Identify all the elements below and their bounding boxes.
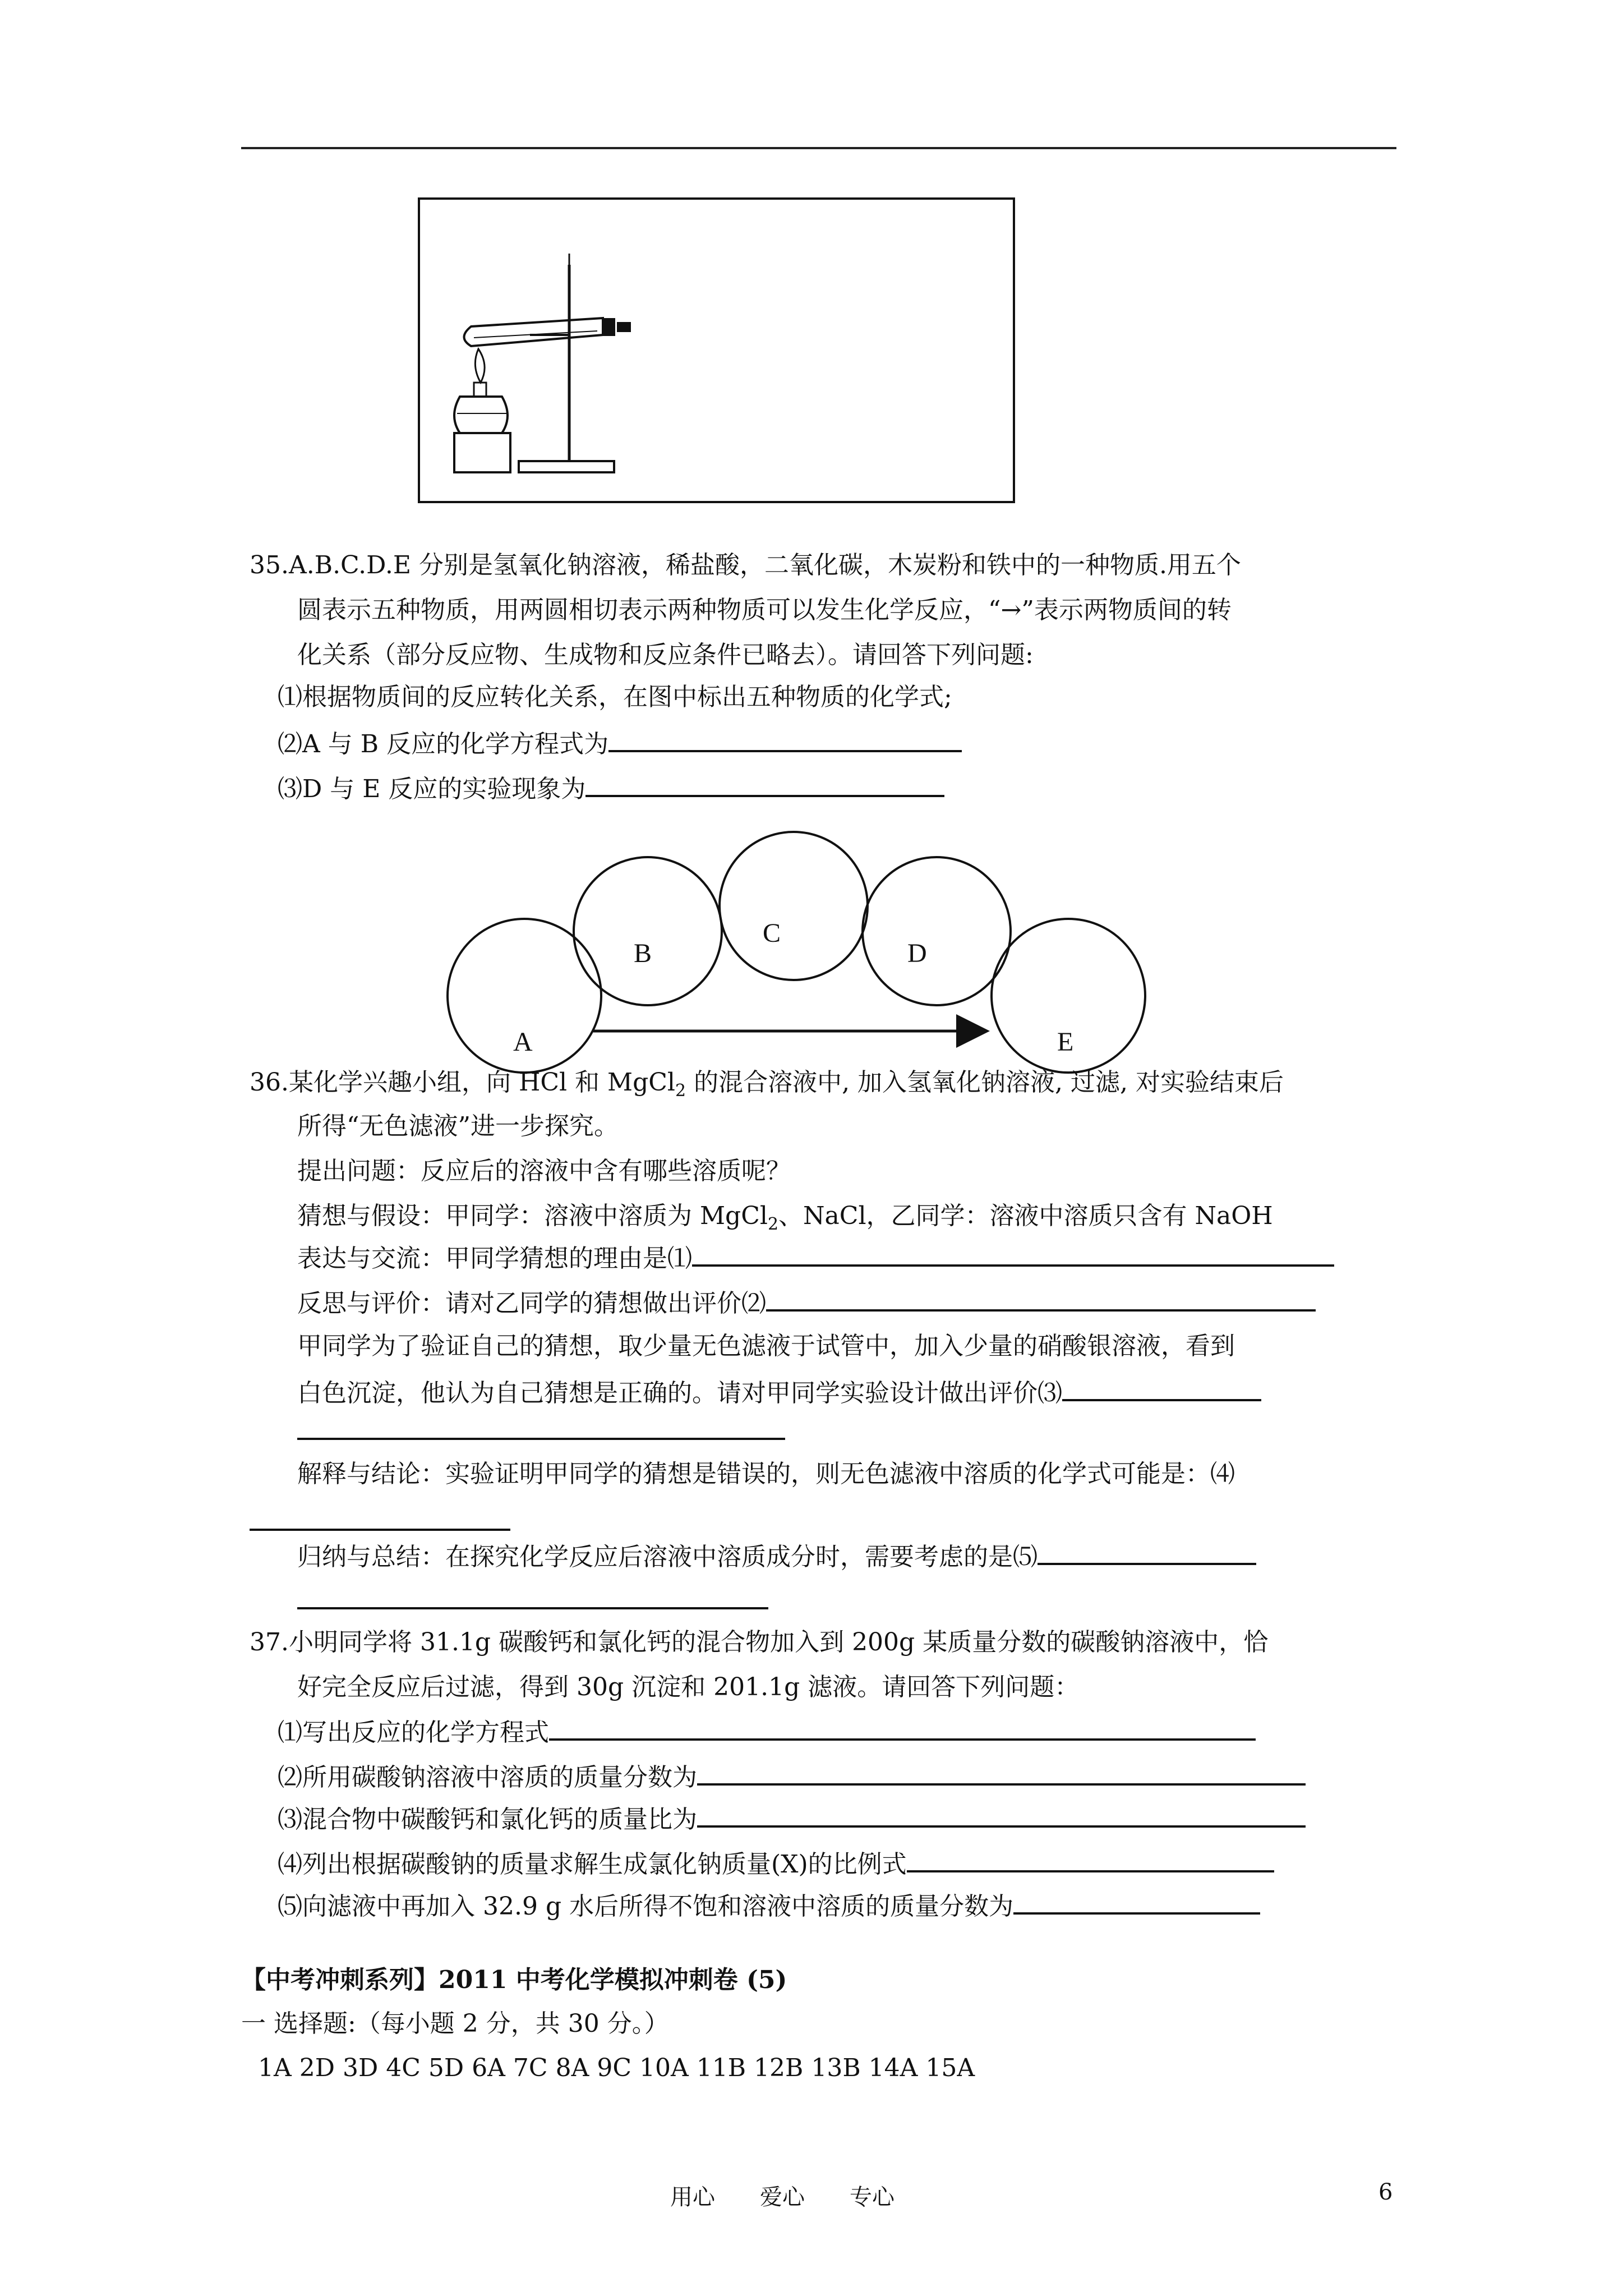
q36-line-1-b: 的混合溶液中, 加入氢氧化钠溶液, 过滤, 对实验结束后 xyxy=(686,1068,1284,1097)
q35-line-2: 圆表示五种物质，用两圆相切表示两种物质可以发生化学反应，“→”表示两物质间的转 xyxy=(297,596,1232,624)
q36-line-4-sub: 2 xyxy=(767,1214,779,1234)
page-number: 6 xyxy=(1378,2179,1393,2205)
q36-line-1-sub: 2 xyxy=(675,1081,686,1101)
q37-sub-2 xyxy=(278,1759,1306,1795)
circle-c xyxy=(720,832,868,980)
circle-b xyxy=(574,857,722,1005)
q37-sub-3 xyxy=(278,1801,1306,1837)
label-c: C xyxy=(763,918,781,948)
q36-answer-blank-5-continued[interactable] xyxy=(297,1607,768,1609)
q35-sub-2 xyxy=(278,725,962,761)
q35-sub-3 xyxy=(278,770,944,806)
q37-line-2: 好完全反应后过滤，得到 30g 沉淀和 201.1g 滤液。请回答下列问题： xyxy=(297,1673,1080,1701)
q35-sub-1: ⑴根据物质间的反应转化关系，在图中标出五种物质的化学式; xyxy=(278,683,952,711)
q36-line-10 xyxy=(297,1538,1256,1574)
q36-line-5 xyxy=(297,1240,1334,1276)
q36-line-6 xyxy=(297,1285,1316,1320)
q36-line-4-a: 猜想与假设：甲同学：溶液中溶质为 MgCl xyxy=(297,1202,768,1230)
q35-line-3: 化关系（部分反应物、生成物和反应条件已略去）。请回答下列问题: xyxy=(297,641,1034,669)
q36-answer-blank-2[interactable] xyxy=(766,1285,1316,1312)
q37-answer-blank-3[interactable] xyxy=(697,1801,1306,1828)
answer-key-title: 【中考冲刺系列】2011 中考化学模拟冲刺卷 (5) xyxy=(241,1966,787,1994)
label-a: A xyxy=(513,1027,533,1057)
circle-diagram xyxy=(437,822,1150,1074)
q35-line-1: 35.A.B.C.D.E 分别是氢氧化钠溶液，稀盐酸，二氧化碳，木炭粉和铁中的一种物质.用五个 xyxy=(250,551,1241,579)
q36-answer-blank-3-continued[interactable] xyxy=(297,1438,785,1440)
label-d: D xyxy=(907,938,927,968)
q37-sub-1 xyxy=(278,1714,1256,1750)
label-b: B xyxy=(634,938,652,968)
q36-line-5-text: 表达与交流：甲同学猜想的理由是⑴ xyxy=(297,1244,692,1273)
q36-line-1-a: 36.某化学兴趣小组，向 HCl 和 MgCl xyxy=(250,1068,675,1097)
q37-answer-blank-1[interactable] xyxy=(549,1714,1256,1741)
q35-sub-2-text: ⑵A 与 B 反应的化学方程式为 xyxy=(278,730,609,758)
q37-answer-blank-4[interactable] xyxy=(907,1846,1274,1872)
answer-key-section: 一 选择题:（每小题 2 分，共 30 分。） xyxy=(241,2009,669,2038)
q37-sub-1-text: ⑴写出反应的化学方程式 xyxy=(278,1718,549,1747)
q37-sub-2-text: ⑵所用碳酸钠溶液中溶质的质量分数为 xyxy=(278,1763,697,1792)
q36-line-3: 提出问题：反应后的溶液中含有哪些溶质呢？ xyxy=(297,1157,791,1185)
q36-answer-blank-4[interactable] xyxy=(250,1529,510,1531)
q35-answer-blank-2[interactable] xyxy=(608,725,962,752)
q36-line-4-b: 、NaCl，乙同学：溶液中溶质只含有 NaOH xyxy=(778,1202,1273,1230)
q37-sub-4 xyxy=(278,1846,1274,1881)
q36-line-10-text: 归纳与总结：在探究化学反应后溶液中溶质成分时，需要考虑的是⑸ xyxy=(297,1543,1038,1571)
q36-line-7: 甲同学为了验证自己的猜想，取少量无色滤液于试管中，加入少量的硝酸银溶液，看到 xyxy=(297,1332,1235,1360)
footer-motto: 用心 爱心 专心 xyxy=(670,2184,895,2210)
q37-sub-5 xyxy=(278,1888,1260,1924)
q35-sub-3-text: ⑶D 与 E 反应的实验现象为 xyxy=(278,775,586,803)
q36-answer-blank-1[interactable] xyxy=(692,1240,1334,1267)
answer-key-list: 1A 2D 3D 4C 5D 6A 7C 8A 9C 10A 11B 12B 13B 14A 15A xyxy=(258,2054,975,2082)
q36-line-1 xyxy=(250,1066,1284,1108)
q37-sub-5-text: ⑸向滤液中再加入 32.9 g 水后所得不饱和溶液中溶质的质量分数为 xyxy=(278,1892,1014,1921)
q36-line-8 xyxy=(297,1374,1261,1410)
q36-line-9: 解释与结论：实验证明甲同学的猜想是错误的，则无色滤液中溶质的化学式可能是：⑷ xyxy=(297,1460,1235,1488)
q36-line-4 xyxy=(297,1199,1273,1241)
q36-answer-blank-5[interactable] xyxy=(1038,1538,1256,1565)
label-e: E xyxy=(1057,1027,1074,1057)
q36-answer-blank-3[interactable] xyxy=(1062,1374,1261,1401)
apparatus-figure xyxy=(418,197,1015,503)
q37-sub-3-text: ⑶混合物中碳酸钙和氯化钙的质量比为 xyxy=(278,1805,697,1834)
q37-sub-4-text: ⑷列出根据碳酸钠的质量求解生成氯化钠质量(X)的比例式 xyxy=(278,1850,907,1879)
q37-answer-blank-2[interactable] xyxy=(697,1759,1306,1786)
circle-d xyxy=(863,857,1011,1005)
q36-line-2: 所得“无色滤液”进一步探究。 xyxy=(297,1112,619,1140)
q37-answer-blank-5[interactable] xyxy=(1013,1888,1260,1915)
q36-line-8-text: 白色沉淀，他认为自己猜想是正确的。请对甲同学实验设计做出评价⑶ xyxy=(297,1379,1062,1407)
header-rule xyxy=(241,147,1396,149)
q35-answer-blank-3[interactable] xyxy=(585,770,944,797)
q36-line-6-text: 反思与评价：请对乙同学的猜想做出评价⑵ xyxy=(297,1289,766,1318)
q37-line-1: 37.小明同学将 31.1g 碳酸钙和氯化钙的混合物加入到 200g 某质量分数的碳酸钠溶液中，恰 xyxy=(250,1628,1269,1657)
